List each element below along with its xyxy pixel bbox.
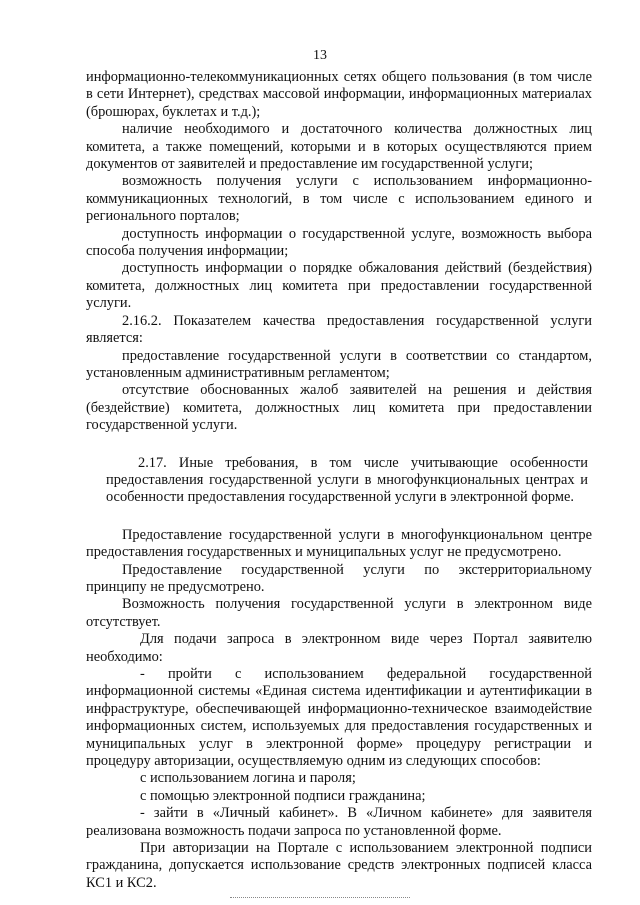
paragraph: Предоставление государственной услуги по экстерриториальному принципу не предусмотрено.: [86, 561, 592, 595]
paragraph: предоставление государственной услуги в соответствии со стандартом, установленным административным регламентом;: [86, 347, 592, 381]
paragraph: с использованием логина и пароля;: [140, 770, 356, 787]
paragraph: - зайти в «Личный кабинет». В «Личном кабинете» для заявителя реализована возможность подачи запроса по установленной форме.: [86, 805, 592, 839]
paragraph: возможность получения услуги с использованием информационно-коммуникационных технологий, в том числе с использованием единого и регионального порталов;: [86, 173, 592, 225]
page-number: 13: [313, 48, 327, 63]
paragraph: наличие необходимого и достаточного количества должностных лиц комитета, а также помещений, которыми и в которых осуществляются прием документов от заявителей и предоставление им государственной услуги;: [86, 121, 592, 173]
paragraph: Возможность получения государственной услуги в электронном виде отсутствует.: [86, 596, 592, 630]
paragraph: При авторизации на Портале с использованием электронной подписи гражданина, допускается использование средств электронных подписей класса КС1 и КС2.: [86, 840, 592, 891]
footer-divider: [230, 897, 410, 898]
paragraph: Предоставление государственной услуги в многофункциональном центре предоставления государственных и муниципальных услуг не предусмотрено.: [86, 526, 592, 561]
paragraph: с помощью электронной подписи гражданина;: [140, 787, 426, 804]
paragraph: 2.16.2. Показателем качества предоставления государственной услуги является:: [86, 312, 592, 347]
paragraph: доступность информации о порядке обжалования действий (бездействия) комитета, должностных лиц комитета при предоставлении государственной услуги.: [86, 260, 592, 312]
section-heading: 2.17. Иные требования, в том числе учитывающие особенности предоставления государственной услуги в многофункциональных центрах и особенности предоставления государственной услуги в электронной форме.: [106, 454, 588, 506]
paragraph: доступность информации о государственной услуге, возможность выбора способа получения информации;: [86, 225, 592, 260]
document-body: [86, 69, 592, 892]
paragraph: отсутствие обоснованных жалоб заявителей на решения и действия (бездействие) комитета, должностных лиц комитета при предоставлении государственной услуги.: [86, 382, 592, 434]
paragraph: Для подачи запроса в электронном виде через Портал заявителю необходимо:: [86, 631, 592, 665]
paragraph: информационно-телекоммуникационных сетях общего пользования (в том числе в сети Интернет), средствах массовой информации, информационных материалах (брошюрах, буклетах и т.д.);: [86, 69, 592, 120]
paragraph: - пройти с использованием федеральной государственной информационной системы «Единая система идентификации и аутентификации в инфраструктуре, обеспечивающей информационно-техническое взаимодействие информационных систем, используемых для предоставления государственных и муниципальных услуг в электронной форме» процедуру регистрации и процедуру авторизации, осуществляемую одним из следующих способов:: [86, 666, 592, 770]
